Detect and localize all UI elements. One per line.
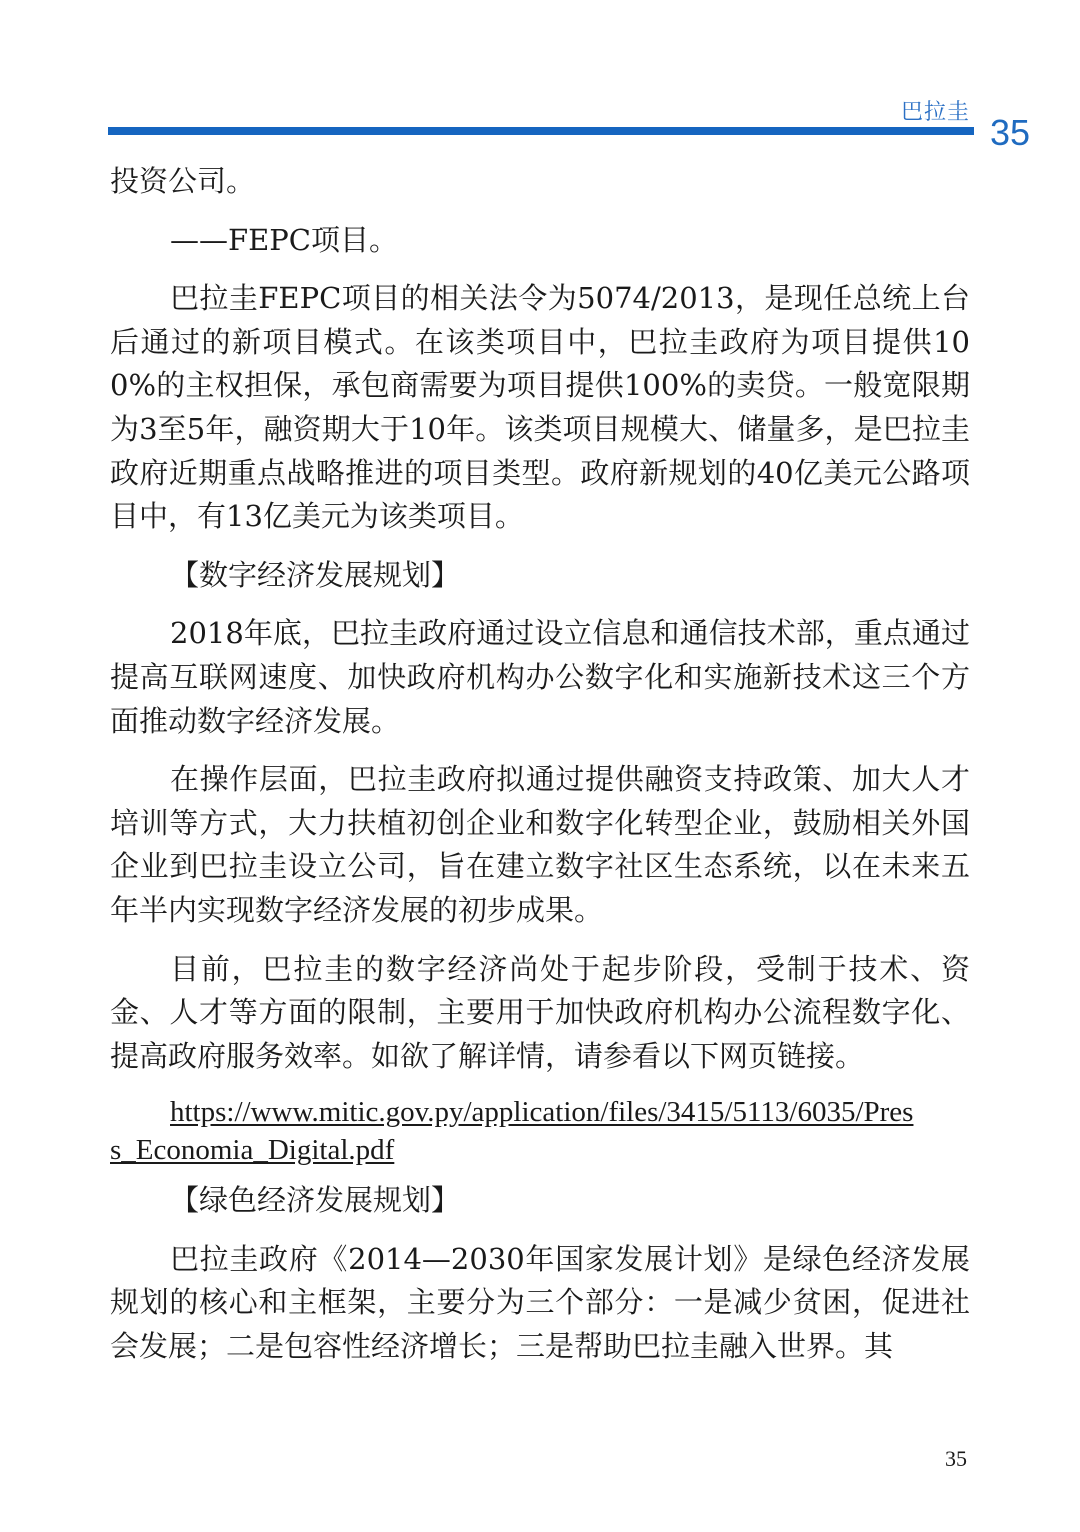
paragraph-fepc-heading: ——FEPC项目。	[170, 222, 398, 257]
paragraph-green-economy-plan: 巴拉圭政府《2014—2030年国家发展计划》是绿色经济发展规划的核心和主框架，主要分为三个部分：一是减少贫困，促进社会发展；二是包容性经济增长；三是帮助巴拉圭融入世界。其	[110, 1241, 970, 1364]
header-page-number: 35	[990, 112, 1031, 153]
footer-page-number: 35	[945, 1446, 967, 1471]
header-rule	[108, 127, 974, 135]
paragraph-digital-economy-2018: 2018年底，巴拉圭政府通过设立信息和通信技术部，重点通过提高互联网速度、加快政府机构办公数字化和实施新技术这三个方面推动数字经济发展。	[110, 616, 970, 738]
section-heading-digital-economy: 【数字经济发展规划】	[170, 557, 461, 592]
link-line-1: https://www.mitic.gov.py/application/files/3415/5113/6035/Pres	[170, 1096, 914, 1129]
paragraph-fepc-details: 巴拉圭FEPC项目的相关法令为5074/2013，是现任总统上台后通过的新项目模式。在该类项目中，巴拉圭政府为项目提供100%的主权担保，承包商需要为项目提供100%的卖贷。一般宽限期为3至5年，融资期大于10年。该类项目规模大、储量多，是巴拉圭政府近期重点战略推进的项目类型。政府新规划的40亿美元公路项目中，有13亿美元为该类项目。	[110, 281, 970, 534]
paragraph-digital-economy-operations: 在操作层面，巴拉圭政府拟通过提供融资支持政策、加大人才培训等方式，大力扶植初创企业和数字化转型企业，鼓励相关外国企业到巴拉圭设立公司，旨在建立数字社区生态系统，以在未来五年半内实现数字经济发展的初步成果。	[110, 762, 970, 927]
section-heading-green-economy: 【绿色经济发展规划】	[170, 1183, 461, 1218]
paragraph-digital-economy-current: 目前，巴拉圭的数字经济尚处于起步阶段，受制于技术、资金、人才等方面的限制，主要用于加快政府机构办公流程数字化、提高政府服务效率。如欲了解详情，请参看以下网页链接。	[110, 951, 970, 1073]
link-line-2: s_Economia_Digital.pdf	[110, 1134, 395, 1167]
digital-economy-link[interactable]	[110, 1093, 970, 1169]
paragraph-investment-company: 投资公司。	[110, 164, 256, 198]
page-body	[110, 160, 970, 1384]
running-header-country: 巴拉圭	[900, 100, 970, 125]
